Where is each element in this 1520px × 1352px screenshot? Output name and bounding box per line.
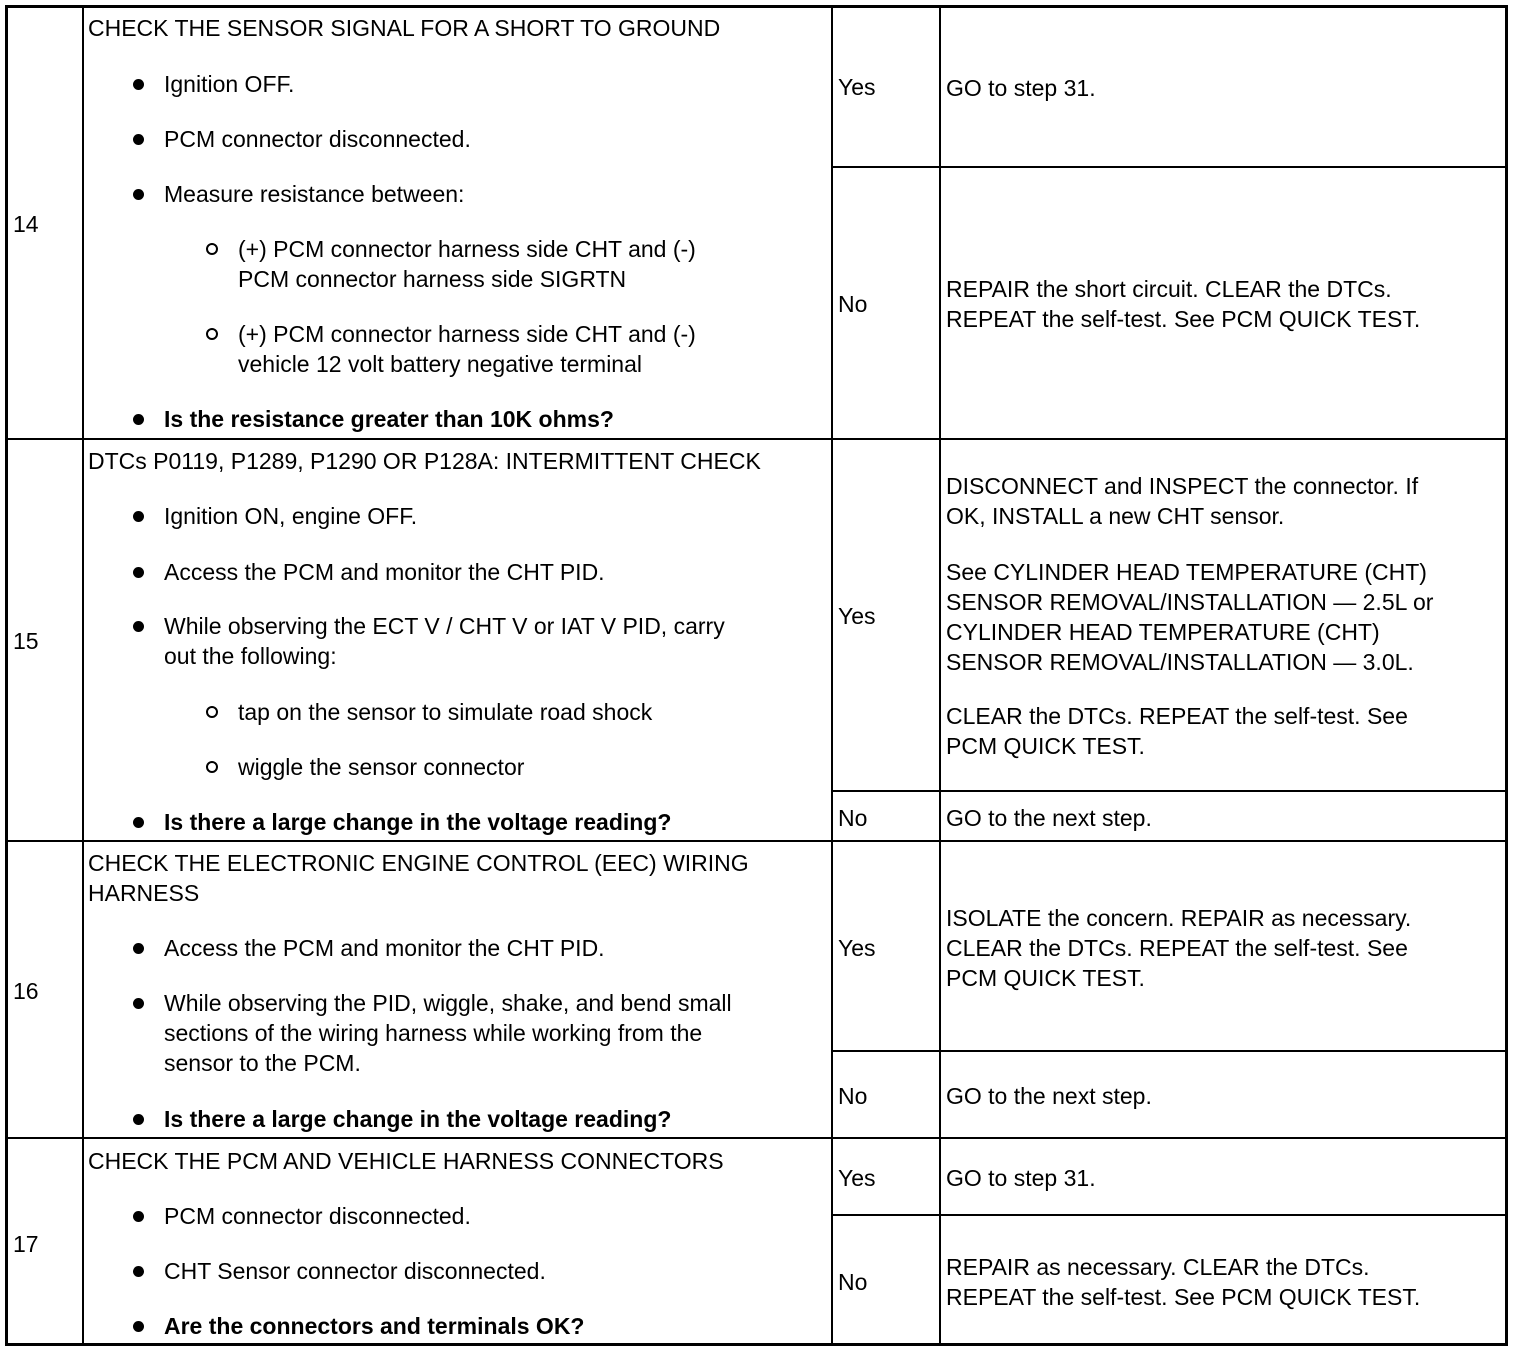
bullet-icon <box>133 189 144 200</box>
bullet-icon <box>133 79 144 90</box>
step-title: CHECK THE SENSOR SIGNAL FOR A SHORT TO GROUND <box>88 15 721 41</box>
bullet-icon <box>133 567 144 578</box>
sub-bullet-icon <box>206 706 218 718</box>
sub-bullet-text: wiggle the sensor connector <box>238 754 525 780</box>
sub-bullet-text: (+) PCM connector harness side CHT and (-) <box>238 236 696 262</box>
col-divider-2 <box>831 7 833 1345</box>
yes-action: SENSOR REMOVAL/INSTALLATION — 3.0L. <box>946 649 1414 675</box>
bullet-text: While observing the ECT V / CHT V or IAT V PID, carry <box>164 613 725 639</box>
yes-action: DISCONNECT and INSPECT the connector. If <box>946 473 1419 499</box>
yes-action: SENSOR REMOVAL/INSTALLATION — 2.5L or <box>946 589 1434 615</box>
step-number: 17 <box>13 1231 39 1257</box>
bullet-icon <box>133 817 144 828</box>
yes-label: Yes <box>838 74 876 100</box>
bullet-icon <box>133 943 144 954</box>
no-label: No <box>838 1269 868 1295</box>
row-divider-16-17 <box>7 1137 1507 1139</box>
col-divider-3 <box>939 7 941 1345</box>
bullet-icon <box>133 1211 144 1222</box>
yes-action: CYLINDER HEAD TEMPERATURE (CHT) <box>946 619 1380 645</box>
bullet-text: Ignition ON, engine OFF. <box>164 503 418 529</box>
bullet-text: While observing the PID, wiggle, shake, and bend small <box>164 990 732 1016</box>
bullet-text: out the following: <box>164 643 337 669</box>
step-number: 15 <box>13 628 39 654</box>
sub-bullet-icon <box>206 328 218 340</box>
bullet-text: Access the PCM and monitor the CHT PID. <box>164 935 605 961</box>
step-title: CHECK THE ELECTRONIC ENGINE CONTROL (EEC) WIRING <box>88 850 749 876</box>
bullet-text: PCM connector disconnected. <box>164 1203 471 1229</box>
bullet-icon <box>133 1266 144 1277</box>
question-text: Is the resistance greater than 10K ohms? <box>164 406 614 432</box>
yes-no-divider-15 <box>832 790 1507 792</box>
question-text: Is there a large change in the voltage reading? <box>164 809 672 835</box>
sub-bullet-text: vehicle 12 volt battery negative terminal <box>238 351 642 377</box>
yes-action: GO to step 31. <box>946 75 1096 101</box>
yes-no-divider-17 <box>832 1214 1507 1216</box>
bullet-text: PCM connector disconnected. <box>164 126 471 152</box>
bullet-text: Measure resistance between: <box>164 181 465 207</box>
bullet-icon <box>133 414 144 425</box>
yes-action: CLEAR the DTCs. REPEAT the self-test. See <box>946 703 1408 729</box>
yes-action: See CYLINDER HEAD TEMPERATURE (CHT) <box>946 559 1427 585</box>
no-action: GO to the next step. <box>946 1083 1152 1109</box>
no-label: No <box>838 1083 868 1109</box>
yes-action: PCM QUICK TEST. <box>946 733 1145 759</box>
yes-label: Yes <box>838 935 876 961</box>
row-divider-14-15 <box>7 438 1507 440</box>
no-action: REPAIR the short circuit. CLEAR the DTCs. <box>946 276 1392 302</box>
question-text: Are the connectors and terminals OK? <box>164 1313 585 1339</box>
yes-action: GO to step 31. <box>946 1165 1096 1191</box>
yes-label: Yes <box>838 1165 876 1191</box>
step-title: CHECK THE PCM AND VEHICLE HARNESS CONNECTORS <box>88 1148 724 1174</box>
yes-action: PCM QUICK TEST. <box>946 965 1145 991</box>
bullet-text: sensor to the PCM. <box>164 1050 361 1076</box>
yes-no-divider-16 <box>832 1050 1507 1052</box>
no-label: No <box>838 291 868 317</box>
row-divider-15-16 <box>7 840 1507 842</box>
bullet-text: sections of the wiring harness while working from the <box>164 1020 703 1046</box>
step-title: HARNESS <box>88 880 200 906</box>
no-action: REPEAT the self-test. See PCM QUICK TEST. <box>946 1284 1421 1310</box>
sub-bullet-icon <box>206 243 218 255</box>
bullet-text: Access the PCM and monitor the CHT PID. <box>164 559 605 585</box>
bullet-icon <box>133 621 144 632</box>
question-text: Is there a large change in the voltage reading? <box>164 1106 672 1132</box>
no-label: No <box>838 805 868 831</box>
step-number: 14 <box>13 211 39 237</box>
sub-bullet-icon <box>206 761 218 773</box>
step-number: 16 <box>13 978 39 1004</box>
yes-no-divider-14 <box>832 166 1507 168</box>
bullet-icon <box>133 1114 144 1125</box>
bullet-icon <box>133 511 144 522</box>
bullet-icon <box>133 998 144 1009</box>
no-action: REPAIR as necessary. CLEAR the DTCs. <box>946 1254 1370 1280</box>
no-action: REPEAT the self-test. See PCM QUICK TEST. <box>946 306 1421 332</box>
no-action: GO to the next step. <box>946 805 1152 831</box>
sub-bullet-text: tap on the sensor to simulate road shock <box>238 699 653 725</box>
yes-label: Yes <box>838 603 876 629</box>
bullet-icon <box>133 1321 144 1332</box>
yes-action: OK, INSTALL a new CHT sensor. <box>946 503 1285 529</box>
col-divider-1 <box>82 7 84 1345</box>
sub-bullet-text: (+) PCM connector harness side CHT and (-) <box>238 321 696 347</box>
yes-action: ISOLATE the concern. REPAIR as necessary. <box>946 905 1412 931</box>
step-title: DTCs P0119, P1289, P1290 OR P128A: INTERMITTENT CHECK <box>88 448 761 474</box>
bullet-text: CHT Sensor connector disconnected. <box>164 1258 546 1284</box>
yes-action: CLEAR the DTCs. REPEAT the self-test. See <box>946 935 1408 961</box>
bullet-text: Ignition OFF. <box>164 71 295 97</box>
sub-bullet-text: PCM connector harness side SIGRTN <box>238 266 627 292</box>
bullet-icon <box>133 134 144 145</box>
